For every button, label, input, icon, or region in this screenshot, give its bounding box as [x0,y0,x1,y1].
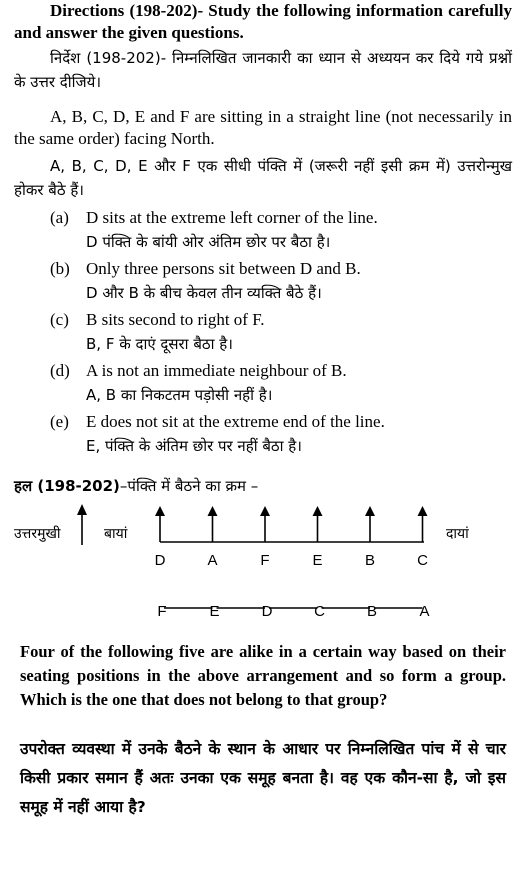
premise-english: A, B, C, D, E and F are sitting in a straight line (not necessarily in the same order) facing North. [14,107,512,148]
seat-letter-a: A [207,552,218,569]
question-hindi: उपरोक्त व्यवस्था में उनके बैठने के स्थान के आधार पर निम्नलिखित पांच में से चार किसी प्रकार समान हैं अतः उनका एक समूह बनता है। वह एक कौन-सा है, जो इस समूह में नहीं आया है? [20,740,506,816]
directions-hindi: निर्देश (198-202)- निम्नलिखित जानकारी का ध्यान से अध्ययन कर दिये गये प्रश्नों के उत्तर दीजिये। [14,49,512,91]
seat-arrow-icon [365,506,375,542]
condition-english: E does not sit at the extreme end of the line. [86,412,385,431]
condition-hindi: A, B का निकटतम पड़ोसी नहीं है। [86,386,273,404]
north-arrow-icon [77,504,87,545]
seat-arrow-icon [313,506,323,542]
seat-letter-f: F [157,603,167,620]
condition-letter: (d) [50,361,70,380]
condition-english: D sits at the extreme left corner of the line. [86,208,378,227]
left-label: बायां [104,526,128,542]
seat-letter-c: C [417,552,428,569]
row1-seat-arrows [155,506,428,542]
condition-letter: (a) [50,208,69,227]
seat-arrow-icon [418,506,428,542]
seat-letter-b: B [364,552,375,569]
premise-hindi: A, B, C, D, E और F एक सीधी पंक्ति में (जरूरी नहीं इसी क्रम में) उत्तरोन्मुख होकर बैठे हैं। [14,157,512,199]
condition-english: B sits second to right of F. [86,310,265,329]
seat-arrow-icon [155,506,165,542]
condition-letter: (b) [50,259,70,278]
condition-hindi: B, F के दाएं दूसरा बैठा है। [86,335,233,353]
solution-title [14,476,258,496]
seat-letter-a: A [419,603,430,620]
right-label: दायां [446,526,469,542]
condition-hindi: E, पंक्ति के अंतिम छोर पर नहीं बैठा है। [86,437,302,455]
condition-letter: (e) [50,412,69,431]
seat-letter-d: D [154,552,166,569]
facing-north-label: उत्तरमुखी [14,526,61,542]
condition-english: A is not an immediate neighbour of B. [86,361,347,380]
seat-letter-e: E [312,552,323,569]
condition-hindi: D और B के बीच केवल तीन व्यक्ति बैठे हैं। [86,284,322,302]
directions-english: Directions (198-202)- Study the following information carefully and answer the given questions. [14,1,512,42]
seat-letter-f: F [260,552,270,569]
solution-title-label: हल (198-202) [14,477,120,495]
seat-arrow-icon [208,506,218,542]
question-english: Four of the following five are alike in a certain way based on their seating positions in the above arrangement and so form a group. Which is the one that does not belong to that group? [20,642,506,709]
seat-letter-c: C [314,603,325,620]
condition-letter: (c) [50,310,69,329]
condition-hindi: D पंक्ति के बांयी ओर अंतिम छोर पर बैठा है। [86,233,331,251]
condition-english: Only three persons sit between D and B. [86,259,361,278]
seat-letter-e: E [209,603,220,620]
seat-arrow-icon [260,506,270,542]
solution-title-subtitle: –पंक्ति में बैठने का क्रम – [119,477,259,495]
seat-letter-d: D [261,603,273,620]
seat-letter-b: B [366,603,377,620]
